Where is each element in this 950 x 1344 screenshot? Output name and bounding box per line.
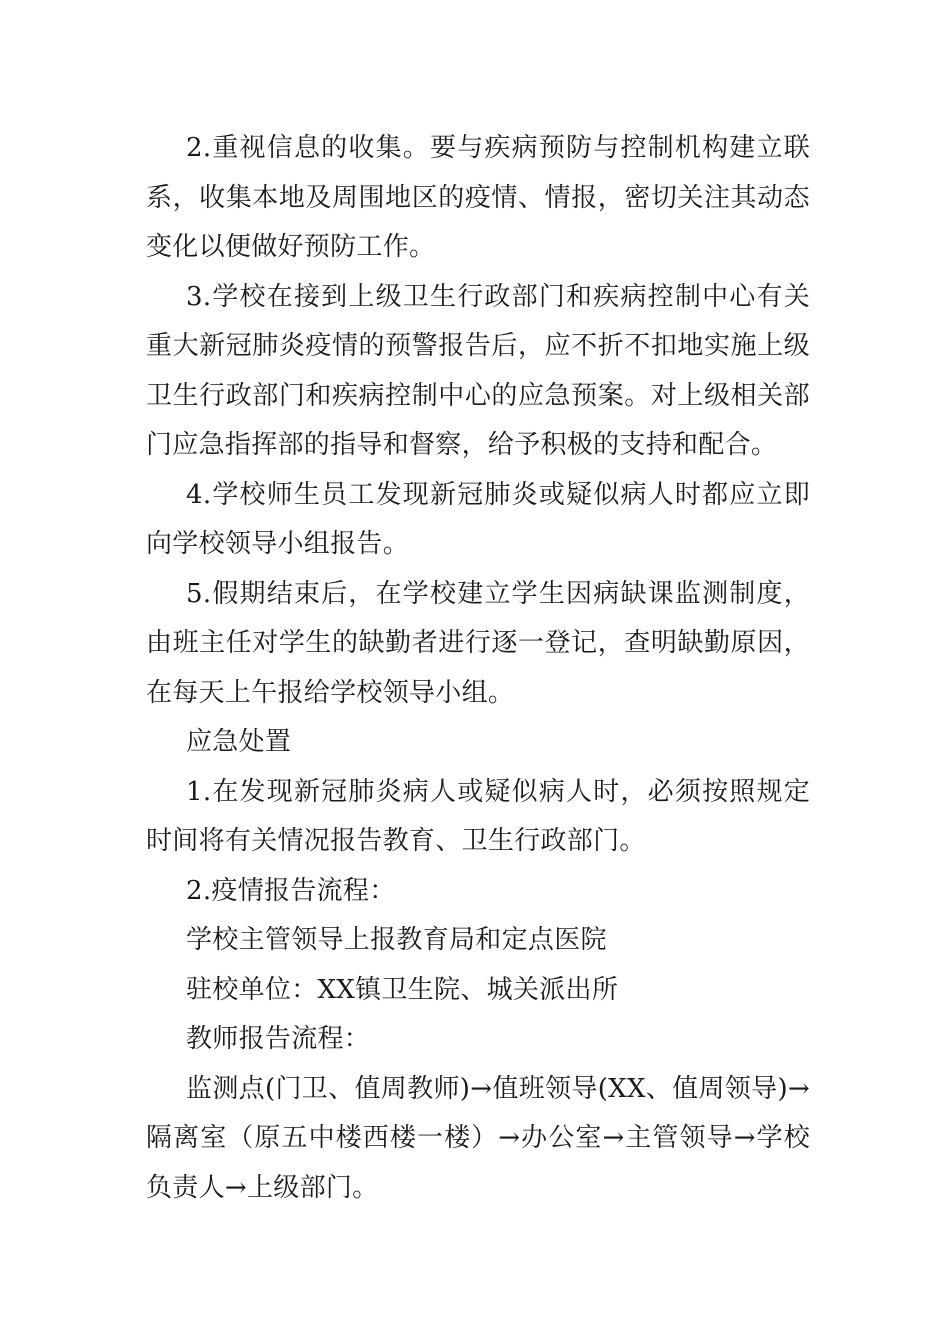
paragraph-staff-report: 4.学校师生员工发现新冠肺炎或疑似病人时都应立即向学校领导小组报告。 — [146, 479, 810, 559]
document-body — [146, 124, 810, 1213]
paragraph-emergency-plan: 3.学校在接到上级卫生行政部门和疾病控制中心有关重大新冠肺炎疫情的预警报告后，应不折不扣地实施上级卫生行政部门和疾病控制中心的应急预案。对上级相关部门应急指挥部的指导和督察，给予积极的支持和配合。 — [146, 281, 810, 460]
paragraph-resident-units: 驻校单位：XX镇卫生院、城关派出所 — [186, 974, 619, 1005]
paragraph-teacher-flow-title: 教师报告流程： — [186, 1024, 371, 1054]
paragraph-teacher-flow-steps: 监测点(门卫、值周教师)→值班领导(XX、值周领导)→隔离室（原五中楼西楼一楼）→办公室→主管领导→学校负责人→上级部门。 — [146, 1073, 810, 1203]
paragraph-absence-monitoring: 5.假期结束后，在学校建立学生因病缺课监测制度，由班主任对学生的缺勤者进行逐一登记，查明缺勤原因，在每天上午报给学校领导小组。 — [146, 578, 810, 708]
paragraph-info-collection: 2.重视信息的收集。要与疾病预防与控制机构建立联系，收集本地及周围地区的疫情、情报，密切关注其动态变化以便做好预防工作。 — [146, 133, 810, 262]
paragraph-report-flow-title: 2.疫情报告流程： — [186, 875, 396, 906]
paragraph-report-requirement: 1.在发现新冠肺炎病人或疑似病人时，必须按照规定时间将有关情况报告教育、卫生行政部门。 — [146, 776, 810, 856]
section-heading-emergency-response: 应急处置 — [186, 727, 292, 757]
paragraph-leader-report: 学校主管领导上报教育局和定点医院 — [186, 925, 607, 955]
